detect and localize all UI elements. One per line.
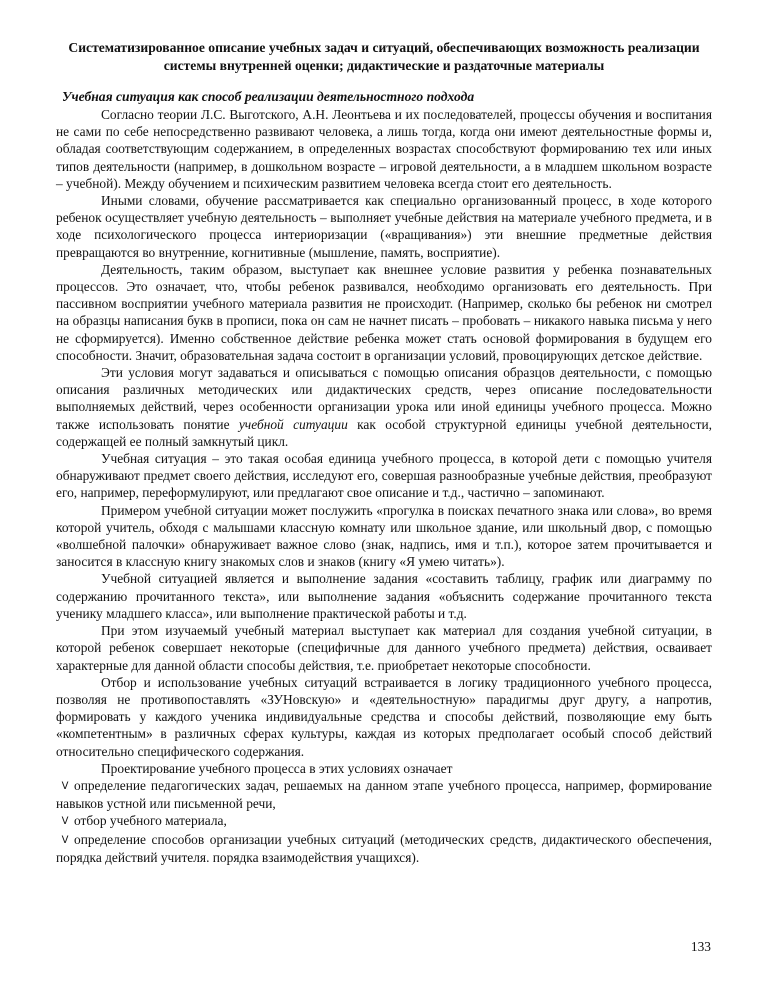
- list-item: [56, 777, 712, 812]
- section-heading: Учебная ситуация как способ реализации деятельностного подхода: [62, 89, 475, 104]
- paragraph-1: Согласно теории Л.С. Выготского, А.Н. Леонтьева и их последователей, процессы обучения и воспитания не сами по себе непосредственно развивают человека, а лишь тогда, когда они имеют деятельностные формы и, обладая соответствующим содержанием, в определенных возрастах способствуют формированию тех или иных типов деятельности (например, в дошкольном возрасте – игровой деятельности, а в младшем школьном возрасте – учебной). Между обучением и психическим развитием человека всегда стоит его деятельность.: [56, 107, 712, 191]
- paragraph-3: Деятельность, таким образом, выступает как внешнее условие развития у ребенка познавательных процессов. Это означает, что, чтобы ребенок развивался, необходимо организовать его деятельность. При пассивном восприятии учебного материала развития не происходит. (Например, сколько бы ребенок ни смотрел на образцы написания букв в прописи, пока он сам не начнет писать – пробовать – никакого навыка письма у него не сформируется). Именно собственное действие ребенка может стать основой формирования в будущем его способности. Значит, образовательная задача состоит в организации условий, провоцирующих детское действие.: [56, 261, 712, 363]
- paragraph-4-text-end: как особой структурной единицы учебной деятельности, содержащей ее полный замкнутый цикл.: [56, 416, 712, 449]
- paragraph-2: Иными словами, обучение рассматривается как специально организованный процесс, в ходе которого ребенок осуществляет учебную деятельность – выполняет учебные действия на материале учебного предмета, и в ходе психологического процесса интериоризации («вращивания») эти внешние предметные действия превращаются во внутренние, когнитивные (мышление, память, восприятие).: [56, 193, 712, 260]
- paragraph-4-term: учебной ситуации: [238, 416, 348, 432]
- checkmark-bullet-icon: ᐯ: [61, 780, 69, 792]
- paragraph-10: Проектирование учебного процесса в этих условиях означает: [101, 760, 453, 776]
- paragraph-5: Учебная ситуация – это такая особая единица учебного процесса, в которой дети с помощью учителя обнаруживают предмет своего действия, исследуют его, совершая разнообразные учебные действия, преобразуют его, например, переформулируют, или предлагают свое описание и т.д., частично – запоминают.: [56, 451, 712, 501]
- paragraph-7: Учебной ситуацией является и выполнение задания «составить таблицу, график или диаграмму по содержанию прочитанного текста», или выполнение задания «объяснить содержание прочитанного текста ученику младшего класса», или выполнение практической работы и т.д.: [56, 571, 712, 621]
- page-number: 133: [690, 939, 711, 954]
- list-item-text: отбор учебного материала,: [74, 813, 227, 829]
- page-title: Систематизированное описание учебных задач и ситуаций, обеспечивающих возможность реализации системы внутренней оценки; дидактические и раздаточные материалы: [68, 40, 700, 73]
- checkmark-bullet-icon: ᐯ: [61, 816, 69, 828]
- list-item-text: определение педагогических задач, решаемых на данном этапе учебного процесса, например, формирование навыков устной или письменной речи,: [56, 777, 712, 812]
- list-item: [56, 812, 712, 830]
- paragraph-6: Примером учебной ситуации может послужить «прогулка в поисках печатного знака или слова», во время которой учитель, обходя с малышами классную комнату или школьное здание, или школьный двор, с помощью «волшебной палочки» обнаруживает важное слово (знак, надпись, имя и т.п.), которое затем прочитывается и заносится в классную книгу знакомых слов и знаков (книгу «Я умею читать»).: [56, 502, 712, 570]
- paragraph-8: При этом изучаемый учебный материал выступает как материал для создания учебной ситуации, в которой ребенок совершает некоторые (специфичные для данного учебного предмета) действия, осваивает характерные для данной области способы действия, т.е. приобретает некоторые способности.: [56, 623, 712, 673]
- paragraph-9: Отбор и использование учебных ситуаций встраивается в логику традиционного учебного процесса, позволяя не противопоставлять «ЗУНовскую» и «деятельностную» парадигмы друг другу, а напротив, формировать у каждого ученика индивидуальные средства и способы действий, позволяющие ему быть «компетентным» в различных сферах культуры, каждая из которых предполагает особый способ действий относительно специфического содержания.: [56, 674, 712, 759]
- paragraph-4: [56, 364, 712, 450]
- paragraph-4-text-start: Эти условия могут задаваться и описываться с помощью описания образцов деятельности, с помощью описания различных методических или дидактических средств, через описание последовательности выполняемых действий, через особенности организации урока или иной единицы учебного процесса. Можно также использовать понятие: [56, 365, 712, 432]
- list-item: [56, 831, 712, 866]
- list-item-text: определение способов организации учебных ситуаций (методических средств, дидактического обеспечения, порядка действий учителя. порядка взаимодействия учащихся).: [56, 831, 712, 865]
- checkmark-bullet-icon: ᐯ: [61, 834, 69, 846]
